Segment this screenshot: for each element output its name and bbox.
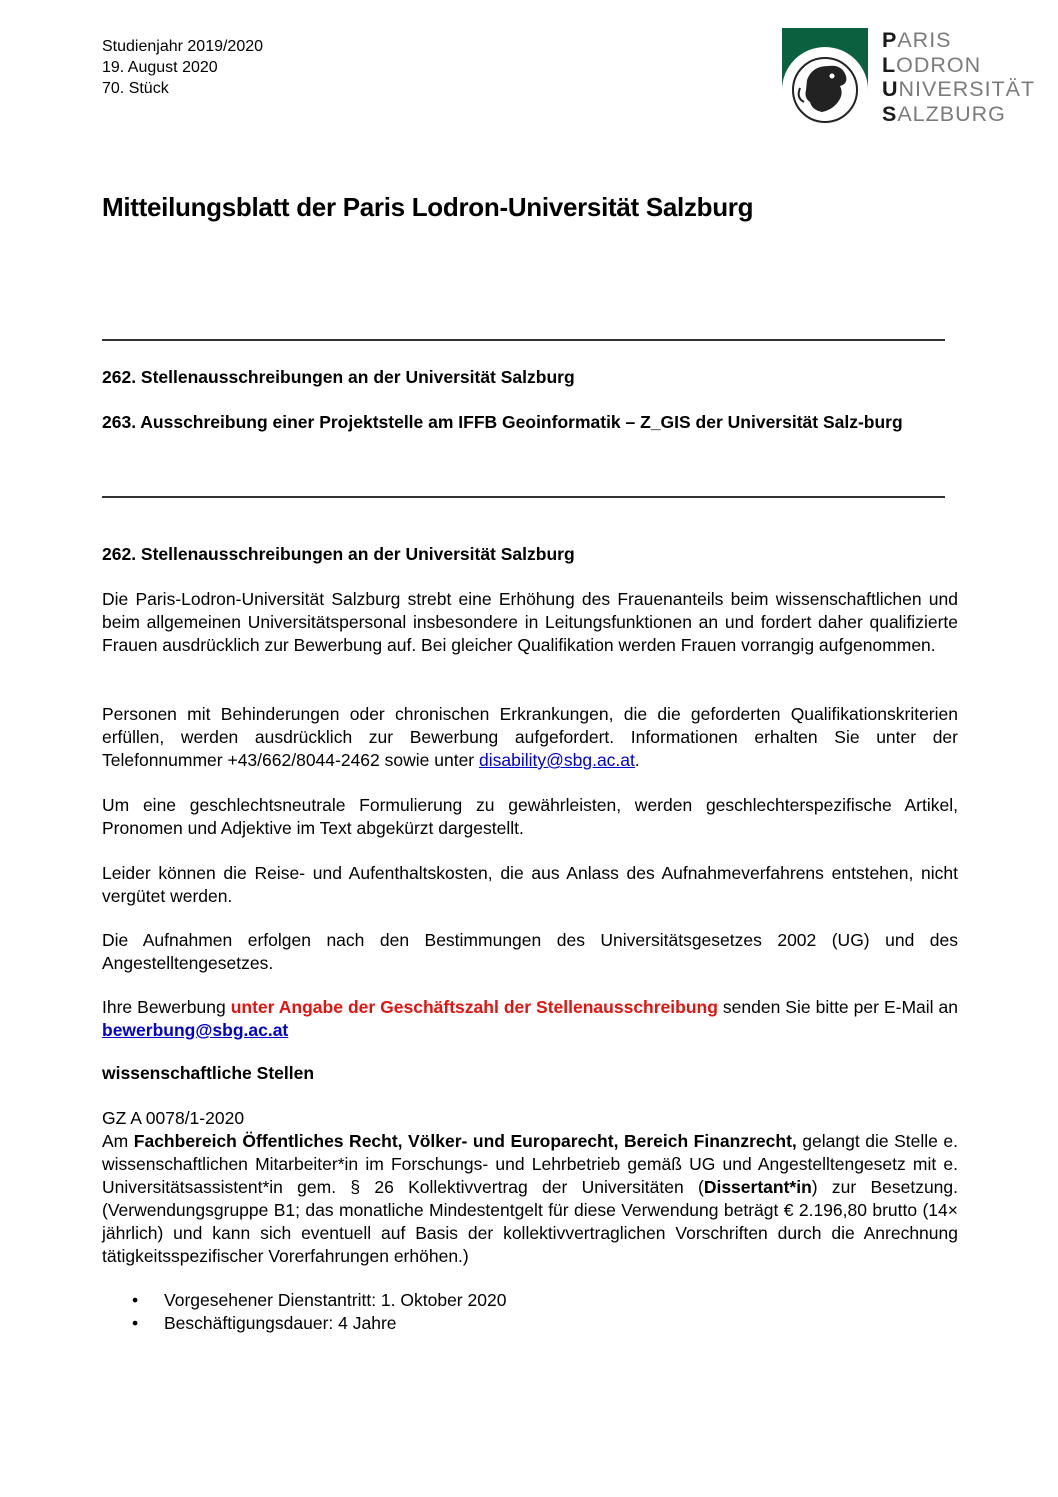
- bullet-icon: •: [132, 1313, 139, 1333]
- toc-item-263: 263. Ausschreibung einer Projektstelle am IFFB Geoinformatik – Z_GIS der Universität Salz-burg: [102, 412, 903, 432]
- job-reference-number: GZ A 0078/1-2020: [102, 1108, 245, 1128]
- issue-number: 70. Stück: [102, 80, 169, 97]
- paragraph-disability: Personen mit Behinderungen oder chronischen Erkrankungen, die die geforderten Qualifikationskriterien erfüllen, werden ausdrücklich zur Bewerbung aufgefordert. Informationen erhalten Sie unter der Telefonnummer +43/662/8044-2462 sowie unter disability@sbg.ac.at.: [102, 704, 958, 770]
- disability-email-link[interactable]: disability@sbg.ac.at: [479, 750, 635, 770]
- paragraph-equality: Die Paris-Lodron-Universität Salzburg strebt eine Erhöhung des Frauenanteils beim wissenschaftlichen und beim allgemeinen Universitätspersonal insbesondere in Leitungsfunktionen an und fordert daher qualifizierte Frauen ausdrücklich zur Bewerbung auf. Bei gleicher Qualifikation werden Frauen vorrangig aufgenommen.: [102, 589, 958, 655]
- subheading-scientific-positions: wissenschaftliche Stellen: [102, 1063, 315, 1083]
- paragraph-gender-neutral: Um eine geschlechtsneutrale Formulierung zu gewährleisten, werden geschlechterspezifische Artikel, Pronomen und Adjektive im Text abgekürzt dargestellt.: [102, 795, 958, 838]
- university-logo: [782, 28, 1036, 128]
- paragraph-legal-basis: Die Aufnahmen erfolgen nach den Bestimmungen des Universitätsgesetzes 2002 (UG) und des Angestelltengesetzes.: [102, 930, 958, 973]
- application-email-link[interactable]: bewerbung@sbg.ac.at: [102, 1020, 289, 1040]
- job-description: Am Fachbereich Öffentliches Recht, Völker- und Europarecht, Bereich Finanzrecht, gelangt die Stelle e. wissenschaftlichen Mitarbeiter*in im Forschungs- und Lehrbetrieb gemäß UG und Angestelltengesetz mit e. Universitätsassistent*in gem. § 26 Kollektivvertrag der Universitäten (Dissertant*in) zur Besetzung. (Verwendungsgruppe B1; das monatliche Mindestentgelt für diese Verwendung beträgt € 2.196,80 brutto (14× jährlich) und kann sich eventuell auf Basis der kollektivvertraglichen Vorschriften durch die Anrechnung tätigkeitsspezifischer Vorerfahrungen erhöhen.): [102, 1131, 959, 1266]
- application-reference-note: unter Angabe der Geschäftszahl der Stellenausschreibung: [230, 997, 718, 1017]
- divider-bottom: [102, 496, 945, 498]
- job-role: Dissertant*in: [703, 1177, 812, 1197]
- paragraph-travel-costs: Leider können die Reise- und Aufenthaltskosten, die aus Anlass des Aufnahmeverfahrens entstehen, nicht vergütet werden.: [102, 863, 958, 906]
- section-heading: 262. Stellenausschreibungen an der Universität Salzburg: [102, 544, 575, 564]
- divider-top: [102, 339, 945, 341]
- issue-date: 19. August 2020: [102, 59, 218, 76]
- lion-crest-icon: [782, 28, 868, 126]
- toc-item-262: 262. Stellenausschreibungen an der Universität Salzburg: [102, 367, 575, 387]
- issue-meta: [102, 36, 263, 99]
- academic-year: Studienjahr 2019/2020: [102, 38, 264, 55]
- job-department: Fachbereich Öffentliches Recht, Völker- und Europarecht, Bereich Finanzrecht,: [133, 1131, 797, 1151]
- bullet-duration: • Beschäftigungsdauer: 4 Jahre: [132, 1313, 397, 1333]
- page-title: Mitteilungsblatt der Paris Lodron-Universität Salzburg: [102, 192, 754, 222]
- bullet-start-date: • Vorgesehener Dienstantritt: 1. Oktober 2020: [132, 1290, 507, 1310]
- bullet-icon: •: [132, 1290, 139, 1310]
- paragraph-application: Ihre Bewerbung unter Angabe der Geschäftszahl der Stellenausschreibung senden Sie bitte per E-Mail an bewerbung@sbg.ac.at: [102, 997, 958, 1040]
- logo-wordmark: PARIS LODRON UNIVERSITÄT SALZBURG: [882, 28, 1036, 126]
